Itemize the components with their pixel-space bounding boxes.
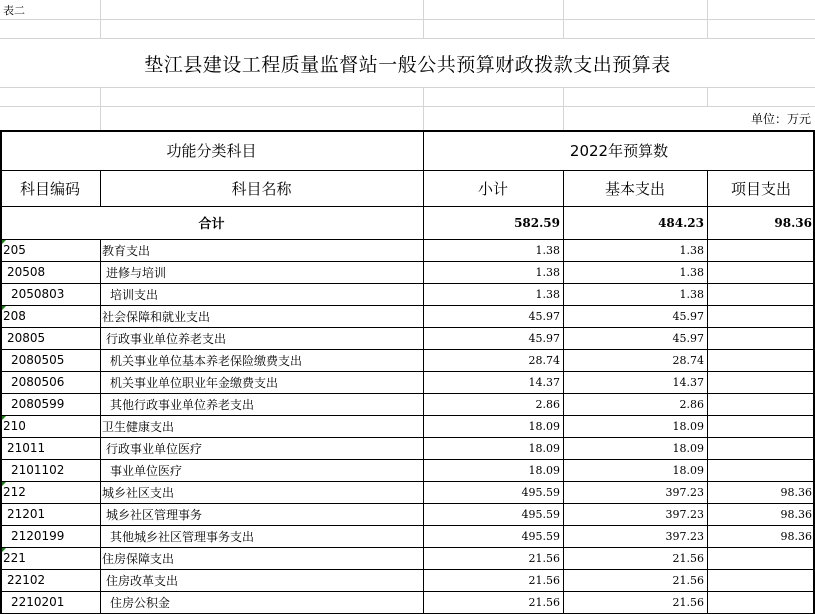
row-subtotal: 2.86 [535,397,560,411]
row-border [0,371,815,372]
row-basic: 2.86 [679,397,704,411]
header-code: 科目编码 [19,179,80,198]
row-name: 行政事业单位养老支出 [106,331,227,346]
row-project [707,591,815,613]
row-code: 208 [3,309,26,323]
column-border [100,239,101,613]
row-basic: 18.09 [672,441,704,455]
row-project [707,415,815,437]
row-code: 2210201 [11,595,65,609]
header-budget-year: 2022年预算数 [569,141,669,160]
row-basic: 397.23 [665,507,704,521]
row-project [707,371,815,393]
row-code: 2120199 [11,529,65,543]
row-code: 22102 [7,573,46,587]
row-project [707,569,815,591]
row-basic: 21.56 [672,551,704,565]
row-subtotal: 495.59 [521,529,560,543]
header-subtotal: 小计 [477,179,508,198]
row-basic: 18.09 [672,419,704,433]
row-code: 2101102 [11,463,65,477]
row-basic: 21.56 [672,595,704,609]
row-name: 行政事业单位医疗 [106,441,203,456]
row-border [0,283,815,284]
row-name: 城乡社区管理事务 [106,507,203,522]
row-project [707,437,815,459]
row-basic: 18.09 [672,463,704,477]
row-name: 城乡社区支出 [102,485,175,500]
header-basic: 基本支出 [604,179,665,198]
row-project [707,305,815,327]
row-subtotal: 21.56 [528,573,560,587]
row-name: 卫生健康支出 [102,419,175,434]
row-code: 2080506 [11,375,65,389]
row-border [0,305,815,306]
row-basic: 45.97 [672,331,704,345]
row-border [0,327,815,328]
row-basic: 21.56 [672,573,704,587]
total-label: 合计 [198,217,225,232]
row-subtotal: 45.97 [528,309,560,323]
row-name: 住房改革支出 [106,573,179,588]
row-code: 20508 [7,265,46,279]
header-function-category: 功能分类科目 [166,141,257,160]
row-name: 住房公积金 [110,595,171,610]
row-code: 2080599 [11,397,65,411]
row-border [0,591,815,592]
row-subtotal: 45.97 [528,331,560,345]
row-code: 221 [3,551,26,565]
row-border [0,569,815,570]
row-subtotal: 21.56 [528,595,560,609]
row-name: 教育支出 [102,243,151,258]
row-code: 21011 [7,441,46,455]
row-basic: 397.23 [665,529,704,543]
table-border-left [0,130,2,613]
column-border [707,170,708,613]
row-project [707,349,815,371]
row-project: 98.36 [780,507,812,521]
total-project: 98.36 [774,215,812,230]
unit-label: 单位：万元 [750,112,811,126]
row-code: 21201 [7,507,46,521]
row-basic: 14.37 [672,375,704,389]
row-code: 205 [3,243,26,257]
row-subtotal: 18.09 [528,419,560,433]
row-border [0,503,815,504]
row-code: 210 [3,419,26,433]
sheet-tag: 表二 [3,4,25,17]
row-project [707,239,815,261]
row-name: 机关事业单位基本养老保险缴费支出 [110,353,303,368]
row-project [707,459,815,481]
column-border [100,170,101,206]
row-project [707,283,815,305]
row-name: 住房保障支出 [102,551,175,566]
row-border [0,261,815,262]
table-border [0,206,815,207]
row-project: 98.36 [780,485,812,499]
row-border [0,481,815,482]
row-code: 20805 [7,331,46,345]
row-basic: 1.38 [679,243,704,257]
row-name: 进修与培训 [106,265,167,280]
row-name: 培训支出 [110,287,159,302]
total-basic: 484.23 [658,215,704,230]
row-subtotal: 14.37 [528,375,560,389]
row-name: 机关事业单位职业年金缴费支出 [110,375,279,390]
row-code: 212 [3,485,26,499]
row-name: 事业单位医疗 [110,463,183,478]
row-project [707,261,815,283]
row-border [0,415,815,416]
row-subtotal: 1.38 [535,287,560,301]
row-subtotal: 21.56 [528,551,560,565]
row-code: 2050803 [11,287,65,301]
header-name: 科目名称 [231,179,292,198]
row-basic: 28.74 [672,353,704,367]
row-border [0,525,815,526]
column-border [563,170,564,613]
row-subtotal: 28.74 [528,353,560,367]
row-subtotal: 1.38 [535,243,560,257]
table-border [0,170,815,171]
page-title: 垫江县建设工程质量监督站一般公共预算财政拨款支出预算表 [144,53,671,76]
row-project: 98.36 [780,529,812,543]
total-subtotal: 582.59 [514,215,560,230]
row-border [0,437,815,438]
table-border [0,239,815,240]
row-subtotal: 1.38 [535,265,560,279]
column-border [423,130,424,613]
row-name: 其他行政事业单位养老支出 [110,397,255,412]
row-border [0,547,815,548]
header-project: 项目支出 [730,179,791,198]
row-subtotal: 18.09 [528,463,560,477]
row-basic: 1.38 [679,265,704,279]
row-code: 2080505 [11,353,65,367]
row-basic: 397.23 [665,485,704,499]
row-name: 社会保障和就业支出 [102,309,211,324]
row-project [707,327,815,349]
row-border [0,459,815,460]
row-name: 其他城乡社区管理事务支出 [110,529,255,544]
row-border [0,393,815,394]
row-subtotal: 495.59 [521,507,560,521]
row-border [0,349,815,350]
row-subtotal: 495.59 [521,485,560,499]
row-basic: 45.97 [672,309,704,323]
row-project [707,393,815,415]
row-subtotal: 18.09 [528,441,560,455]
row-project [707,547,815,569]
table-border-top [0,130,815,132]
row-basic: 1.38 [679,287,704,301]
